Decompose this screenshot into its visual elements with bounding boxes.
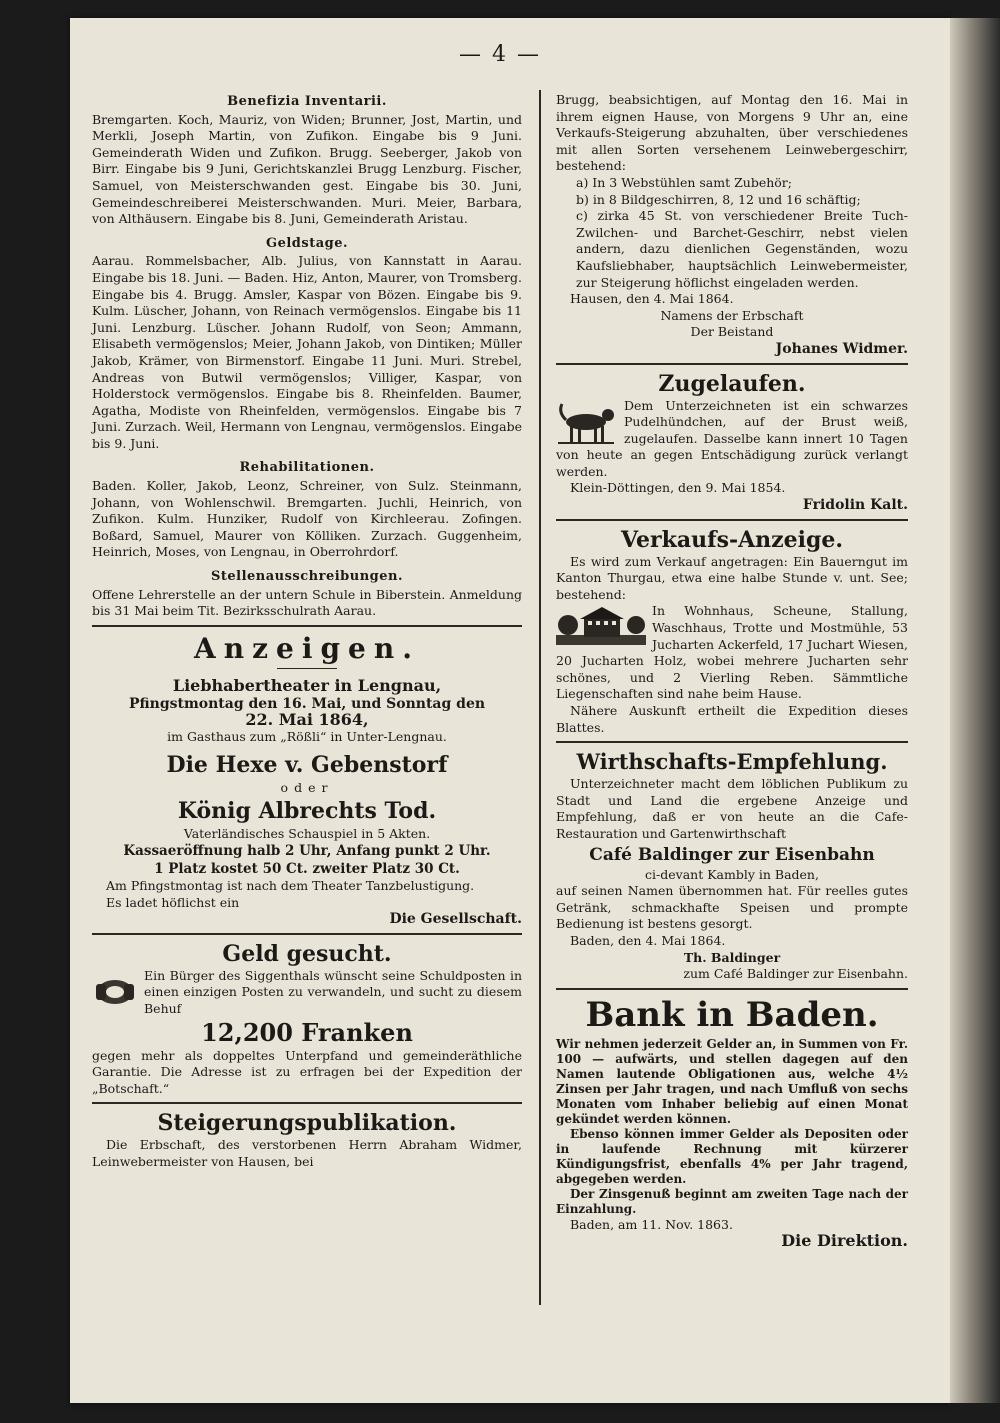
steigerung-text: Die Erbschaft, des verstorbenen Herrn Abraham Widmer, Leinwebermeister von Hausen, bei [92,1137,522,1169]
steigerung-heading: Steigerungspublikation. [157,1110,457,1137]
theater-note: Am Pfingstmontag ist nach dem Theater Tanzbelustigung. [106,877,475,893]
right-column [556,92,908,1250]
left-column [92,92,522,1171]
steigerung-beistand: Der Beistand [690,324,774,340]
page-edge [950,18,1000,1403]
column-divider [539,90,541,1305]
verkauf-heading: Verkaufs-Anzeige. [620,526,844,553]
wirth-text2: auf seinen Namen übernommen hat. Für reelles gutes Getränk, schmackhafte Speisen und prompte Bedienung ist bestens gesorgt. [556,883,908,932]
bank-text1: Wir nehmen jederzeit Gelder an, in Summen von Fr. 100 — aufwärts, und stellen dagegen auf den Namen lautende Obligationen aus, welche 4½ Zinsen per Jahr tragen, und nach Umfluß von sechs Monaten vom Inhaber beliebig auf einen Monat gekündet werden können. [556,1036,908,1126]
stellen-text: Offene Lehrerstelle an der untern Schule in Biberstein. Anmeldung bis 31 Mai beim Tit. Bezirksschulrath Aarau. [92,586,522,619]
steigerung-date: Hausen, den 4. Mai 1864. [570,291,734,307]
divider [556,988,908,990]
divider [556,741,908,743]
geldstage-heading: Geldstage. [265,235,349,251]
wirth-cafe: Café Baldinger zur Eisenbahn [589,844,875,865]
geld-heading: Geld gesucht. [222,940,392,967]
wirth-date: Baden, den 4. Mai 1864. [570,932,726,948]
theater-oder: oder [280,779,334,795]
bank-sign: Die Direktion. [781,1231,908,1251]
geld-text: Ein Bürger des Siggenthals wünscht seine Schuldposten in einen einzigen Posten zu verwandeln, und sucht zu diesem Behuf [144,967,522,1016]
bank-heading: Bank in Baden. [585,994,879,1035]
rehab-heading: Rehabilitationen. [239,460,375,476]
bank-date: Baden, am 11. Nov. 1863. [570,1216,733,1232]
divider [92,1102,522,1104]
anzeigen-heading: Anzeigen. [194,631,420,665]
steigerung-item-c: c) zirka 45 St. von verschiedener Breite Tuch-Zwilchen- und Barchet-Geschirr, nebst vielen andern, dazu dienlichen Gegenständen, wozu Kaufsliebhaber, hauptsächlich Leinwebermeister, zur Steigerung höflichst eingeladen werden. [576,208,908,290]
steigerung-item-a: a) In 3 Webstühlen samt Zubehör; [576,174,792,190]
stellen-heading: Stellenausschreibungen. [210,569,404,585]
rehab-text: Baden. Koller, Jakob, Leonz, Schreiner, von Sulz. Steinmann, Johann, von Wohlenschwil. Bremgarten. Juchli, Heinrich, von Zufikon. Kulm. Hunziker, Rudolf von Kirchleerau. Zofingen. Boßard, Samuel, Maurer von Kölliken. Zurzach. Guggenheim, Heinrich, Moses, von Lengnau, in Oberrohrdorf. [92,478,522,560]
theater-title1: Die Hexe v. Gebenstorf [166,751,448,778]
benefizia-text: Bremgarten. Koch, Mauriz, von Widen; Brunner, Jost, Martin, und Merkli, Joseph Martin, von Zufikon. Eingabe bis 9 Juni. Gemeinderath Widen und Zufikon. Brugg. Seeberger, Jakob von Birr. Eingabe bis 9 Juni, Gerichtskanzlei Brugg Lenzburg. Fischer, Samuel, von Meisterschwanden gest. Eingabe bis 30. Juni, Gemeindeschreiberei Meisterschwanden. Muri. Meier, Barbara, von Althäusern. Eingabe bis 8. Juni, Gemeinderath Aristau. [92,111,522,227]
wirth-heading: Wirthschafts-Empfehlung. [576,749,888,775]
zugelaufen-sign: Fridolin Kalt. [802,497,908,514]
divider [556,363,908,365]
verkauf-text1: Es wird zum Verkauf angetragen: Ein Bauerngut im Kanton Thurgau, etwa eine halbe Stunde v. unt. See; bestehend: [556,553,908,602]
wirth-text1: Unterzeichneter macht dem löblichen Publikum zu Stadt und Land die ergebene Anzeige und Empfehlung, daß er von heute an die Cafe-Restauration und Gartenwirthschaft [556,776,908,841]
theater-sign: Die Gesellschaft. [389,911,522,928]
theater-title2: König Albrechts Tod. [177,798,437,825]
theater-times: Kassaeröffnung halb 2 Uhr, Anfang punkt 2 Uhr. [123,842,491,859]
dog-icon [556,400,618,446]
bank-text3: Der Zinsgenuß beginnt am zweiten Tage nach der Einzahlung. [556,1186,908,1216]
wirth-ci: ci-devant Kambly in Baden, [645,866,819,882]
handshake-icon [92,970,138,1012]
divider [92,625,522,627]
theater-genre: Vaterländisches Schauspiel in 5 Akten. [183,826,431,842]
farmhouse-icon [556,605,646,645]
wirth-sign2: zum Café Baldinger zur Eisenbahn. [683,966,908,982]
benefizia-heading: Benefizia Inventarii. [227,94,387,109]
theater-prices: 1 Platz kostet 50 Ct. zweiter Platz 30 Ct. [154,861,460,878]
geld-text2: gegen mehr als doppeltes Unterpfand und gemeinderäthliche Garantie. Die Adresse ist zu erfragen bei der Expedition der „Botschaft.“ [92,1047,522,1096]
divider [277,668,337,669]
verkauf-text3: Nähere Auskunft ertheilt die Expedition dieses Blattes. [556,703,908,735]
theater-line1: Liebhabertheater in Lengnau, [172,675,442,695]
theater-invite: Es ladet höflichst ein [106,894,240,910]
divider [556,519,908,521]
verkauf-text2: In Wohnhaus, Scheune, Stallung, Waschhaus, Trotte und Mostmühle, 53 Jucharten Ackerfeld, 17 Juchart Wiesen, 20 Jucharten Holz, wobei mehrere Jucharten sehr schönes, und 2 Vierling Reben. Sämmtliche Liegenschaften sind nahe beim Hause. [556,603,908,702]
page-number: — 4 — [459,42,541,67]
steigerung-namens: Namens der Erbschaft [660,307,804,323]
zugelaufen-date: Klein-Döttingen, den 9. Mai 1854. [570,480,786,496]
divider [92,933,522,935]
zugelaufen-heading: Zugelaufen. [658,370,806,397]
theater-line3: 22. Mai 1864, [245,710,369,730]
zugelaufen-text: Dem Unterzeichneten ist ein schwarzes Pudelhündchen, auf der Brust weiß, zugelaufen. Dasselbe kann innert 10 Tagen von heute an gegen Entschädigung zurück verlangt werden. [556,397,908,479]
theater-line2: Pfingstmontag den 16. Mai, und Sonntag den [128,695,486,712]
geld-amount: 12,200 Franken [201,1017,413,1047]
wirth-sign: Th. Baldinger [683,949,781,965]
theater-line4: im Gasthaus zum „Rößli“ in Unter-Lengnau. [167,729,447,744]
steigerung-sign: Johanes Widmer. [775,340,908,357]
bank-text2: Ebenso können immer Gelder als Depositen oder in laufende Rechnung mit kürzerer Kündigungsfrist, ebenfalls 4% per Jahr tragend, abgegeben werden. [556,1126,908,1186]
geldstage-text: Aarau. Rommelsbacher, Alb. Julius, von Kannstatt in Aarau. Eingabe bis 18. Juni. — Baden. Hiz, Anton, Maurer, von Tromsberg. Eingabe bis 4. Brugg. Amsler, Kaspar von Bözen. Eingabe bis 9. Kulm. Lüscher, Johann, von Reinach vermögenslos. Eingabe bis 11 Juni. Lenzburg. Lüscher. Johann Rudolf, von Seon; Ammann, Elisabeth vermögenslos; Meier, Johann Jakob, von Dintiken; Müller Jakob, Krämer, von Birmenstorf. Eingabe 11 Juni. Muri. Strebel, Andreas von Butwil vermögenslos; Villiger, Kaspar, von Holderstock vermögenslos. Eingabe bis 8. Rheinfelden. Baumer, Agatha, Modiste von Rheinfelden, vermögenslos. Eingabe bis 7 Juni. Zurzach. Weil, Hermann von Lengnau, vermögenslos. Eingabe bis 9. Juni. [92,253,522,451]
steigerung-cont-text: Brugg, beabsichtigen, auf Montag den 16. Mai in ihrem eignen Hause, von Morgens 9 Uhr an, eine Verkaufs-Steigerung abzuhalten, über verschiedenes mit allen Sorten versehenem Leinwebergeschirr, bestehend: [556,92,908,174]
steigerung-item-b: b) in 8 Bildgeschirren, 8, 12 und 16 schäftig; [576,191,861,207]
